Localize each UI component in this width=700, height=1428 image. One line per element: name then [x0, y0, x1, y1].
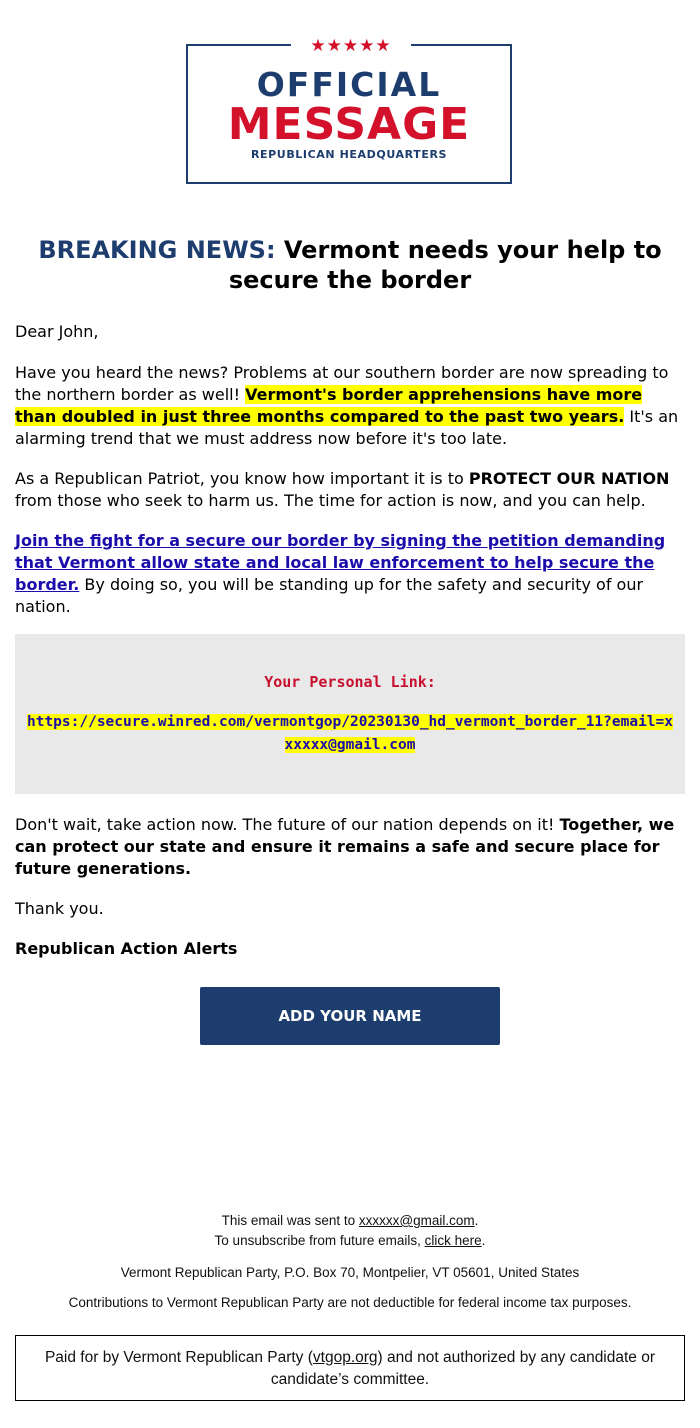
- greeting: Dear John,: [15, 322, 99, 341]
- personal-link-box: [15, 634, 685, 794]
- logo-message-text: MESSAGE: [227, 99, 471, 150]
- paragraph-3: [15, 530, 685, 618]
- unsubscribe-link[interactable]: click here: [424, 1233, 482, 1248]
- p2-end: from those who seek to harm us. The time for action is now, and you can help.: [15, 491, 646, 510]
- official-message-logo: [186, 36, 516, 188]
- sent-prefix: This email was sent to: [221, 1213, 359, 1228]
- p4-bold: Together, we can protect our state and ensure it remains a safe and secure place for future generations.: [15, 815, 675, 878]
- personal-link-url-text[interactable]: https://secure.winred.com/vermontgop/20230130_hd_vermont_border_11?email=xxxxxx@gmail.com: [26, 714, 673, 753]
- p2-bold: PROTECT OUR NATION: [468, 469, 670, 488]
- vtgop-link[interactable]: vtgop.org: [312, 1349, 378, 1366]
- personal-link-url[interactable]: [25, 711, 675, 757]
- paragraph-1: [15, 362, 685, 450]
- p4-start: Don't wait, take action now. The future of our nation depends on it!: [15, 815, 560, 834]
- paid-suffix: ) and not authorized by any candidate or candidate’s committee.: [270, 1349, 656, 1388]
- unsub-prefix: To unsubscribe from future emails,: [214, 1233, 425, 1248]
- sent-suffix: .: [474, 1213, 479, 1228]
- p3-end: By doing so, you will be standing up for the safety and security of our nation.: [15, 575, 644, 616]
- p1-start: Have you heard the news? Problems at our southern border are now spreading to the northern border as well!: [15, 363, 669, 404]
- paragraph-2: [15, 468, 685, 512]
- logo-official-text: OFFICIAL: [256, 65, 442, 104]
- thank-you: Thank you.: [15, 899, 104, 918]
- mailing-address: Vermont Republican Party, P.O. Box 70, Montpelier, VT 05601, United States: [120, 1265, 580, 1280]
- p1-end: It's an alarming trend that we must address now before it's too late.: [15, 407, 679, 448]
- headline-tag: BREAKING NEWS:: [38, 236, 276, 264]
- headline: [15, 235, 685, 295]
- headline-title: Vermont needs your help to secure the border: [228, 236, 662, 294]
- petition-link[interactable]: Join the fight for a secure our border by signing the petition demanding that Vermont allow state and local law enforcement to help secure the border.: [15, 531, 666, 594]
- unsubscribe-line: [15, 1231, 685, 1251]
- paragraph-4: [15, 814, 685, 880]
- stars-icon: ★★★★★: [291, 36, 411, 56]
- add-your-name-button[interactable]: ADD YOUR NAME: [200, 987, 500, 1045]
- signature: Republican Action Alerts: [15, 939, 238, 958]
- unsub-suffix: .: [481, 1233, 486, 1248]
- sent-to-line: [15, 1211, 685, 1231]
- logo-hq-text: REPUBLICAN HEADQUARTERS: [250, 148, 448, 161]
- tax-disclaimer: Contributions to Vermont Republican Party are not deductible for federal income tax purposes.: [68, 1295, 632, 1310]
- p1-highlight: Vermont's border apprehensions have more than doubled in just three months compared to the past two years.: [15, 385, 643, 426]
- recipient-email-link[interactable]: xxxxxx@gmail.com: [358, 1213, 475, 1228]
- p2-start: As a Republican Patriot, you know how important it is to: [15, 469, 469, 488]
- paid-prefix: Paid for by Vermont Republican Party (: [44, 1349, 313, 1366]
- personal-link-label: Your Personal Link:: [264, 673, 436, 691]
- paid-for-disclaimer: [15, 1335, 685, 1401]
